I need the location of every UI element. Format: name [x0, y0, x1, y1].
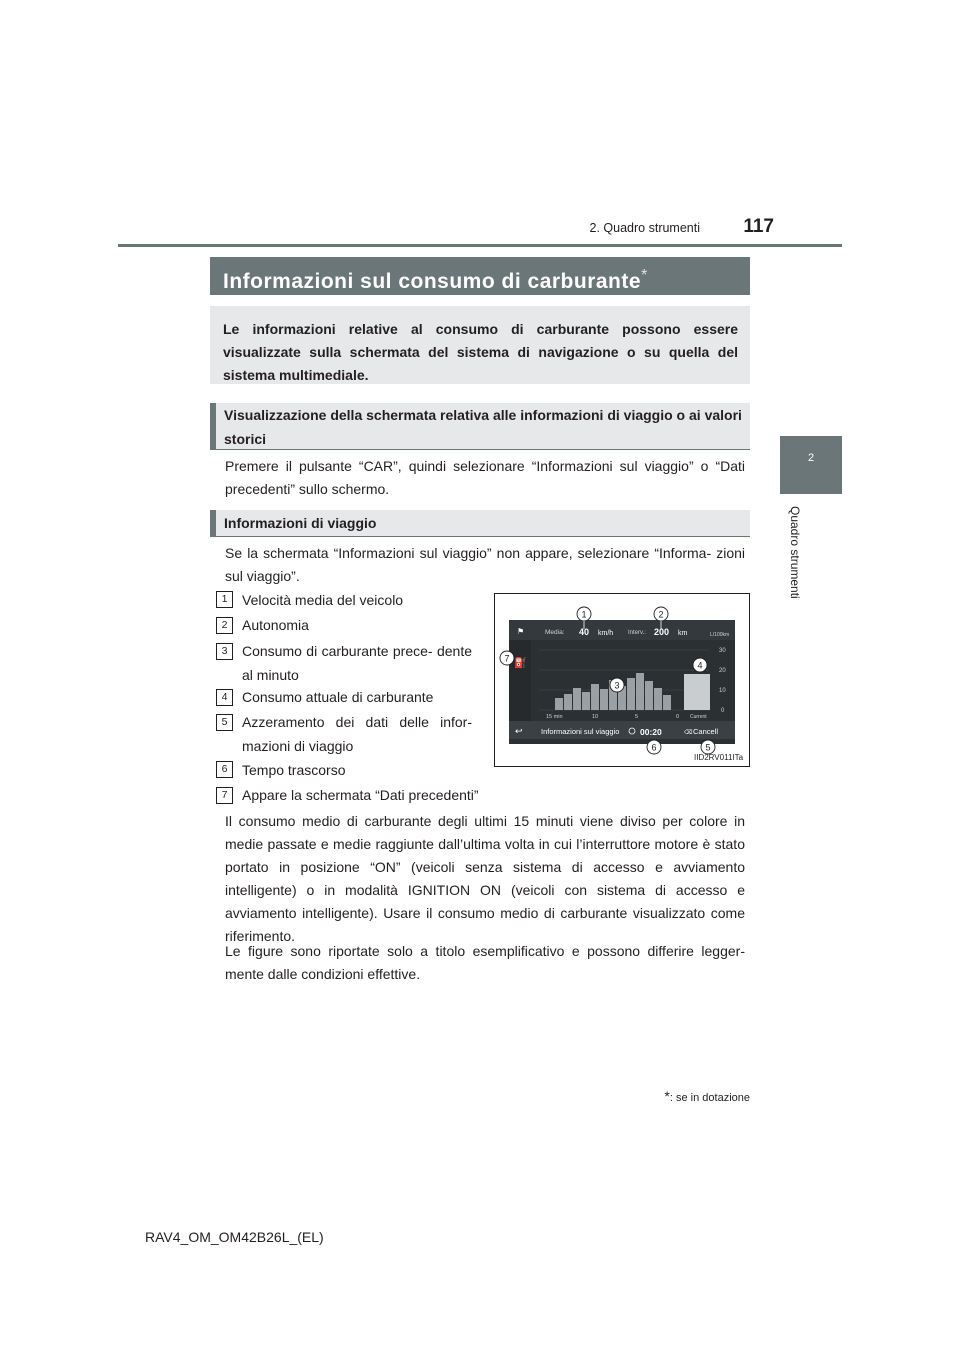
section-display-text: Premere il pulsante “CAR”, quindi selezionare “Informazioni sul viaggio” o “Dati precedenti” sullo schermo. — [225, 458, 745, 497]
list-item: Appare la schermata “Dati precedenti” — [242, 787, 479, 803]
document-code-footer: RAV4_OM_OM42B26L_(EL) — [145, 1229, 324, 1245]
callout-number: 7 — [216, 787, 233, 804]
list-item: Azzeramento dei dati delle infor- mazioni di viaggio — [242, 714, 472, 754]
screen-illustration — [495, 594, 749, 766]
y-tick: 30 — [719, 648, 726, 654]
page-title-text: Informazioni sul consumo di carburante — [223, 270, 642, 293]
consumption-note-paragraph: Il consumo medio di carburante degli ultimi 15 minuti viene diviso per colore in medie passate e medie raggiunte dall’ultima volta in cui l’interruttore motore è stato portato in posizione “ON” (veicoli senza sistema di accesso e avviamento intelligente) o in modalità IGNITION ON (veicoli con sistema di accesso e avviamento intelligente). Usare il consumo medio di carburante visualizzato come riferimento. — [225, 813, 745, 944]
list-item: Autonomia — [242, 617, 309, 633]
current-label: Current — [690, 714, 707, 720]
footnote-text: : se in dotazione — [669, 1092, 750, 1104]
screen-media-label: Media: — [545, 629, 565, 636]
page-number: 117 — [743, 216, 774, 237]
section-heading-display: Visualizzazione della schermata relativa alle informazioni di viaggio o ai valori storici — [210, 403, 750, 450]
footnote-mark: * — [664, 1088, 670, 1104]
back-icon: ↩ — [515, 726, 523, 736]
current-consumption-bar — [684, 674, 710, 710]
flag-icon: ⚑ — [517, 627, 525, 636]
trip-info-text: Se la schermata “Informazioni sul viaggio” non appare, selezionare “Informa- zioni sul viaggio”. — [225, 545, 745, 584]
screen-range-value: 200 — [654, 627, 670, 637]
screen-speed-unit: km/h — [598, 630, 614, 637]
callout-label: 6 — [651, 742, 657, 753]
callout-number: 6 — [216, 761, 233, 778]
screen-range-unit: km — [678, 630, 688, 637]
x-tick: 15 min — [546, 714, 563, 720]
chapter-tab-label: Quadro strumenti — [788, 506, 802, 599]
callout-label: 5 — [705, 742, 711, 753]
list-item: Consumo attuale di carburante — [242, 689, 434, 705]
intro-box: Le informazioni relative al consumo di carburante possono essere visualizzate sulla schermata del sistema di navigazione o su quella del sistema multimediale. — [210, 306, 750, 384]
running-header-section: 2. Quadro strumenti — [589, 221, 700, 235]
screen-interv-label: Interv.: — [628, 630, 646, 636]
screen-time: 00:20 — [640, 727, 662, 737]
figures-disclaimer-paragraph: Le figure sono riportate solo a titolo esemplificativo e possono differire legger- mente dalle condizioni effettive. — [225, 943, 745, 982]
screen-consumption-unit: L/100km — [710, 632, 730, 638]
fuel-pump-icon: ⛽ — [514, 658, 527, 669]
list-item: Consumo di carburante prece- dente al minuto — [242, 643, 472, 683]
figure-code: IID2RV011ITa — [694, 753, 744, 762]
eraser-icon: ⌫ — [684, 730, 693, 736]
callout-number: 3 — [216, 643, 233, 660]
y-tick: 10 — [719, 688, 726, 694]
callout-label: 3 — [614, 680, 620, 691]
screen-top-bar — [509, 620, 735, 640]
y-tick: 20 — [719, 668, 726, 674]
screen-footer-title: Informazioni sul viaggio — [541, 727, 620, 736]
list-item: Tempo trascorso — [242, 762, 346, 778]
chapter-tab-label-wrap — [789, 506, 803, 626]
callout-label: 4 — [697, 660, 703, 671]
callout-number: 1 — [216, 591, 233, 608]
chapter-tab — [780, 436, 842, 494]
callout-label: 1 — [581, 609, 587, 620]
optional-equipment-mark: * — [641, 267, 648, 284]
screen-speed-value: 40 — [579, 627, 590, 637]
callout-number: 2 — [216, 617, 233, 634]
x-tick: 5 — [635, 714, 639, 720]
chapter-number: 2 — [807, 452, 815, 464]
header-rule — [118, 244, 842, 247]
callout-label: 7 — [504, 653, 510, 664]
page-title — [210, 257, 750, 295]
callout-number: 4 — [216, 689, 233, 706]
y-tick: 0 — [721, 708, 725, 714]
list-item: Velocità media del veicolo — [242, 592, 404, 608]
screen-cancel-label: Cancell — [693, 727, 719, 736]
x-tick: 0 — [676, 714, 680, 720]
callout-label: 2 — [658, 609, 664, 620]
trip-info-screen-figure — [494, 593, 750, 767]
section-heading-trip-info: Informazioni di viaggio — [210, 510, 750, 537]
callout-number: 5 — [216, 714, 233, 731]
screen-left-column — [509, 640, 531, 724]
footnote — [594, 1088, 750, 1104]
x-tick: 10 — [592, 714, 599, 720]
